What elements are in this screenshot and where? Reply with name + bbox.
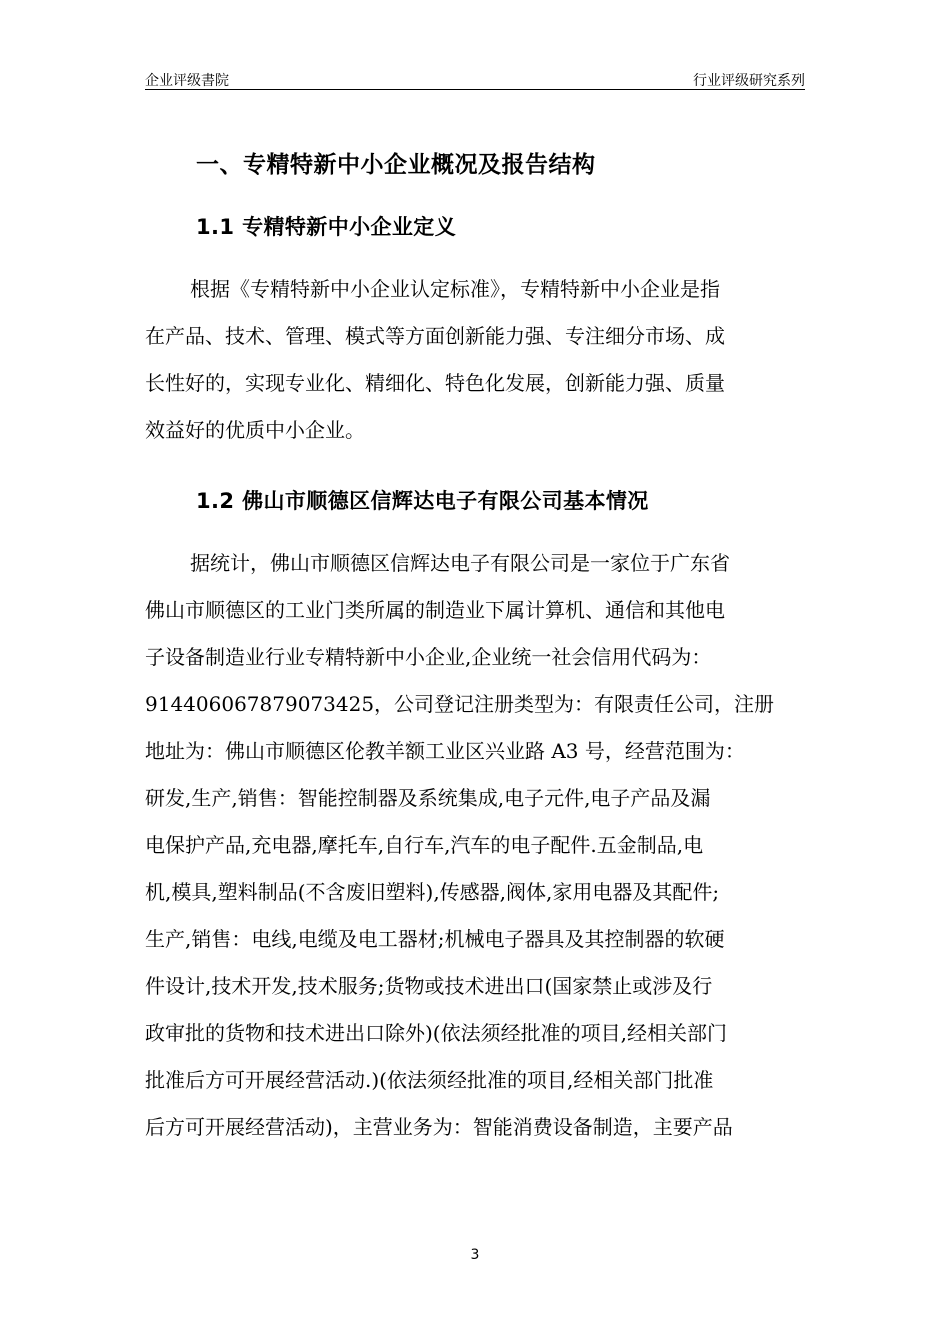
paragraph-line: 电保护产品,充电器,摩托车,自行车,汽车的电子配件.五金制品,电 (145, 833, 704, 857)
paragraph-line: 根据《专精特新中小企业认定标准》，专精特新中小企业是指 (190, 277, 720, 301)
paragraph-line: 效益好的优质中小企业。 (145, 418, 365, 442)
paragraph-line: 政审批的货物和技术进出口除外)(依法须经批准的项目,经相关部门 (145, 1021, 727, 1045)
header-left-text: 企业评级書院 (145, 73, 229, 89)
section-heading-1-2: 1.2 佛山市顺德区信辉达电子有限公司基本情况 (196, 489, 649, 513)
paragraph-line: 批准后方可开展经营活动.)(依法须经批准的项目,经相关部门批准 (145, 1068, 714, 1092)
chapter-heading: 一、专精特新中小企业概况及报告结构 (196, 152, 596, 178)
paragraph-line: 后方可开展经营活动)，主营业务为：智能消费设备制造，主要产品 (145, 1115, 733, 1139)
paragraph-line: 91440606787907342​5，公司登记注册类型为：有限责任公司，注册 (145, 692, 775, 716)
paragraph-line: 据统计，佛山市顺德区信辉达电子有限公司是一家位于广东省 (190, 551, 730, 575)
section-1-1-paragraph (145, 266, 810, 454)
paragraph-line: 长性好的，实现专业化、精细化、特色化发展，创新能力强、质量 (145, 371, 725, 395)
header-right-text: 行业评级研究系列 (693, 73, 805, 89)
paragraph-line: 生产,销售：电线,电缆及电工器材;机械电子器具及其控制器的软硬 (145, 927, 725, 951)
paragraph-line: 在产品、技术、管理、模式等方面创新能力强、专注细分市场、成 (145, 324, 725, 348)
section-1-2-paragraph (145, 540, 810, 1151)
paragraph-line: 子设备制造业行业专精特新中小企业,企业统一社会信用代码为： (145, 645, 712, 669)
section-heading-1-1: 1.1 专精特新中小企业定义 (196, 215, 457, 239)
page-number: 3 (470, 1247, 480, 1263)
paragraph-line: 研发,生产,销售：智能控制器及系统集成,电子元件,电子产品及漏 (145, 786, 711, 810)
paragraph-line: 件设计,技术开发,技术服务;货物或技术进出口(国家禁止或涉及行 (145, 974, 713, 998)
paragraph-line: 机,模具,塑料制品(不含废旧塑料),传感器,阀体,家用电器及其配件; (145, 880, 720, 904)
header-divider (145, 89, 805, 90)
paragraph-line: 地址为：佛山市顺德区伦教羊额工业区兴业路 A3 号，经营范围为： (145, 739, 745, 763)
paragraph-line: 佛山市顺德区的工业门类所属的制造业下属计算机、通信和其他电 (145, 598, 725, 622)
